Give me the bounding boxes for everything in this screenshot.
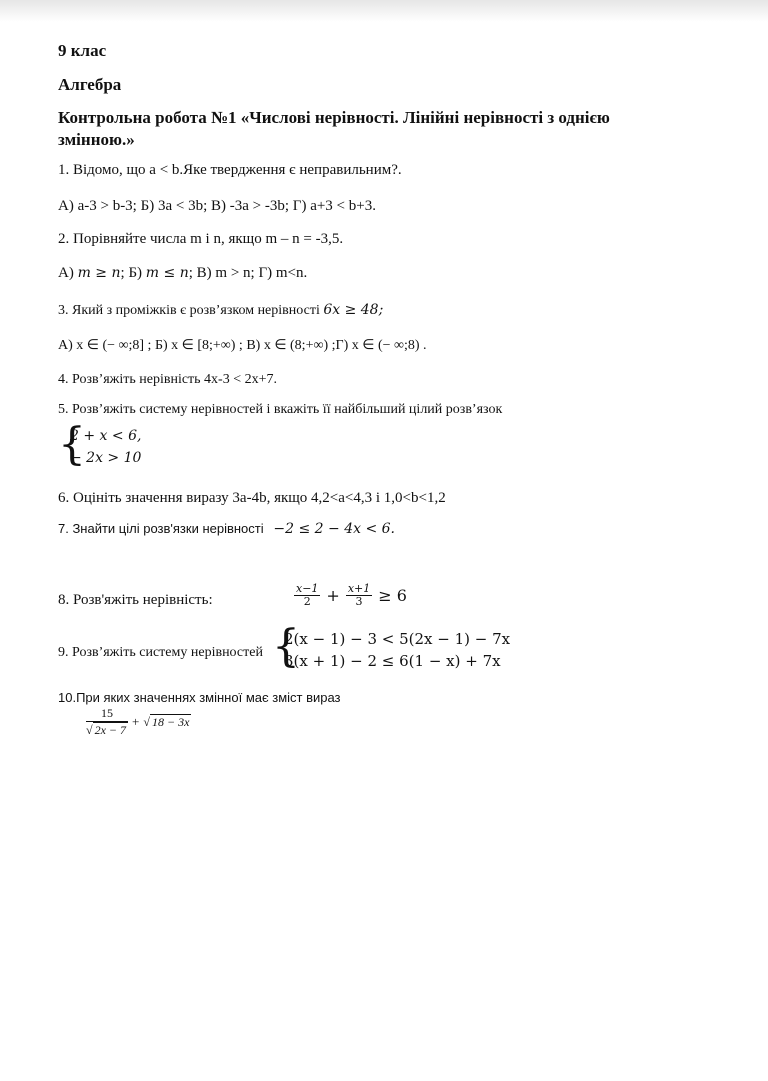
q3-text: 3. Який з проміжків є розв’язком нерівності [58, 303, 320, 318]
q2-option-rest: В) m > n; Г) m<n. [196, 265, 308, 281]
q10-plus: + [132, 714, 140, 729]
q3-inequality: 6x ≥ 48; [323, 302, 384, 318]
q8-rhs: ≥ 6 [378, 586, 407, 605]
q10-root: √ 18 − 3x [143, 715, 190, 729]
q3-line [58, 300, 383, 321]
q10-numerator: 15 [101, 706, 114, 720]
top-shadow [0, 0, 768, 22]
q10-denominator: √ 2x − 7 [86, 723, 127, 737]
q1-options: А) a-3 > b-3; Б) 3a < 3b; В) -3a > -3b; Г) a+3 < b+3. [58, 198, 376, 214]
grade-heading: 9 клас [58, 41, 107, 60]
q5-brace: { [58, 419, 86, 470]
q2-option-b-math: m ≤ n [145, 265, 189, 281]
q9-line1: 2(x − 1) − 3 < 5(2x − 1) − 7x [284, 630, 511, 648]
q9-brace: { [272, 621, 300, 672]
q1-text: 1. Відомо, що a < b.Яке твердження є неправильним?. [58, 162, 402, 178]
q10-text: 10.При яких значеннях змінної має зміст вираз [58, 690, 341, 705]
q2-text: 2. Порівняйте числа m і n, якщо m – n = -3,5. [58, 231, 344, 247]
q7-inequality: −2 ≤ 2 − 4x < 6. [273, 521, 395, 537]
q3-options: А) x ∈ (− ∞;8] ; Б) x ∈ [8;+∞) ; В) x ∈ (8;+∞) ;Г) x ∈ (− ∞;8) . [58, 338, 427, 353]
q9-line2: 3(x + 1) − 2 ≤ 6(1 − x) + 7x [284, 652, 501, 670]
q8-plus: + [326, 586, 340, 605]
q2-options: А) m ≥ n; Б) m ≤ n; В) m > n; Г) m<n. [58, 265, 308, 281]
test-title: Контрольна робота №1 «Числові нерівності. Лінійні нерівності з однією змінною.» [58, 108, 610, 149]
q4-text: 4. Розв’яжіть нерівність 4x-3 < 2x+7. [58, 372, 278, 387]
q5-text: 5. Розв’яжіть систему нерівностей і вкажіть її найбільший цілий розв’язок [58, 402, 503, 417]
q9-text: 9. Розв’яжіть систему нерівностей [58, 645, 263, 660]
q8-text: 8. Розв'яжіть нерівність: [58, 592, 213, 608]
q5-line2: − 2x > 10 [70, 450, 142, 466]
q8-fraction-2: $\frac{x+1}{3}$ [347, 582, 371, 608]
q2-option-a-label: А) [58, 265, 74, 281]
q8-expression [292, 583, 407, 608]
q7-label: 7. Знайти цілі розв'язки нерівності [58, 521, 264, 536]
subject-heading: Алгебра [58, 75, 122, 94]
q5-line1: 2 + x < 6, [70, 428, 142, 444]
q2-option-b-label: Б) [128, 265, 143, 281]
q6-text: 6. Оцініть значення виразу 3a-4b, якщо 4,2<a<4,3 і 1,0<b<1,2 [58, 490, 446, 506]
q8-fraction-1: $\frac{x-1}{2}$ [296, 582, 319, 608]
q10-fraction [86, 706, 128, 738]
q7-line [58, 519, 395, 539]
q2-option-a-math: m ≥ n [77, 265, 121, 281]
q10-expression [86, 706, 191, 738]
